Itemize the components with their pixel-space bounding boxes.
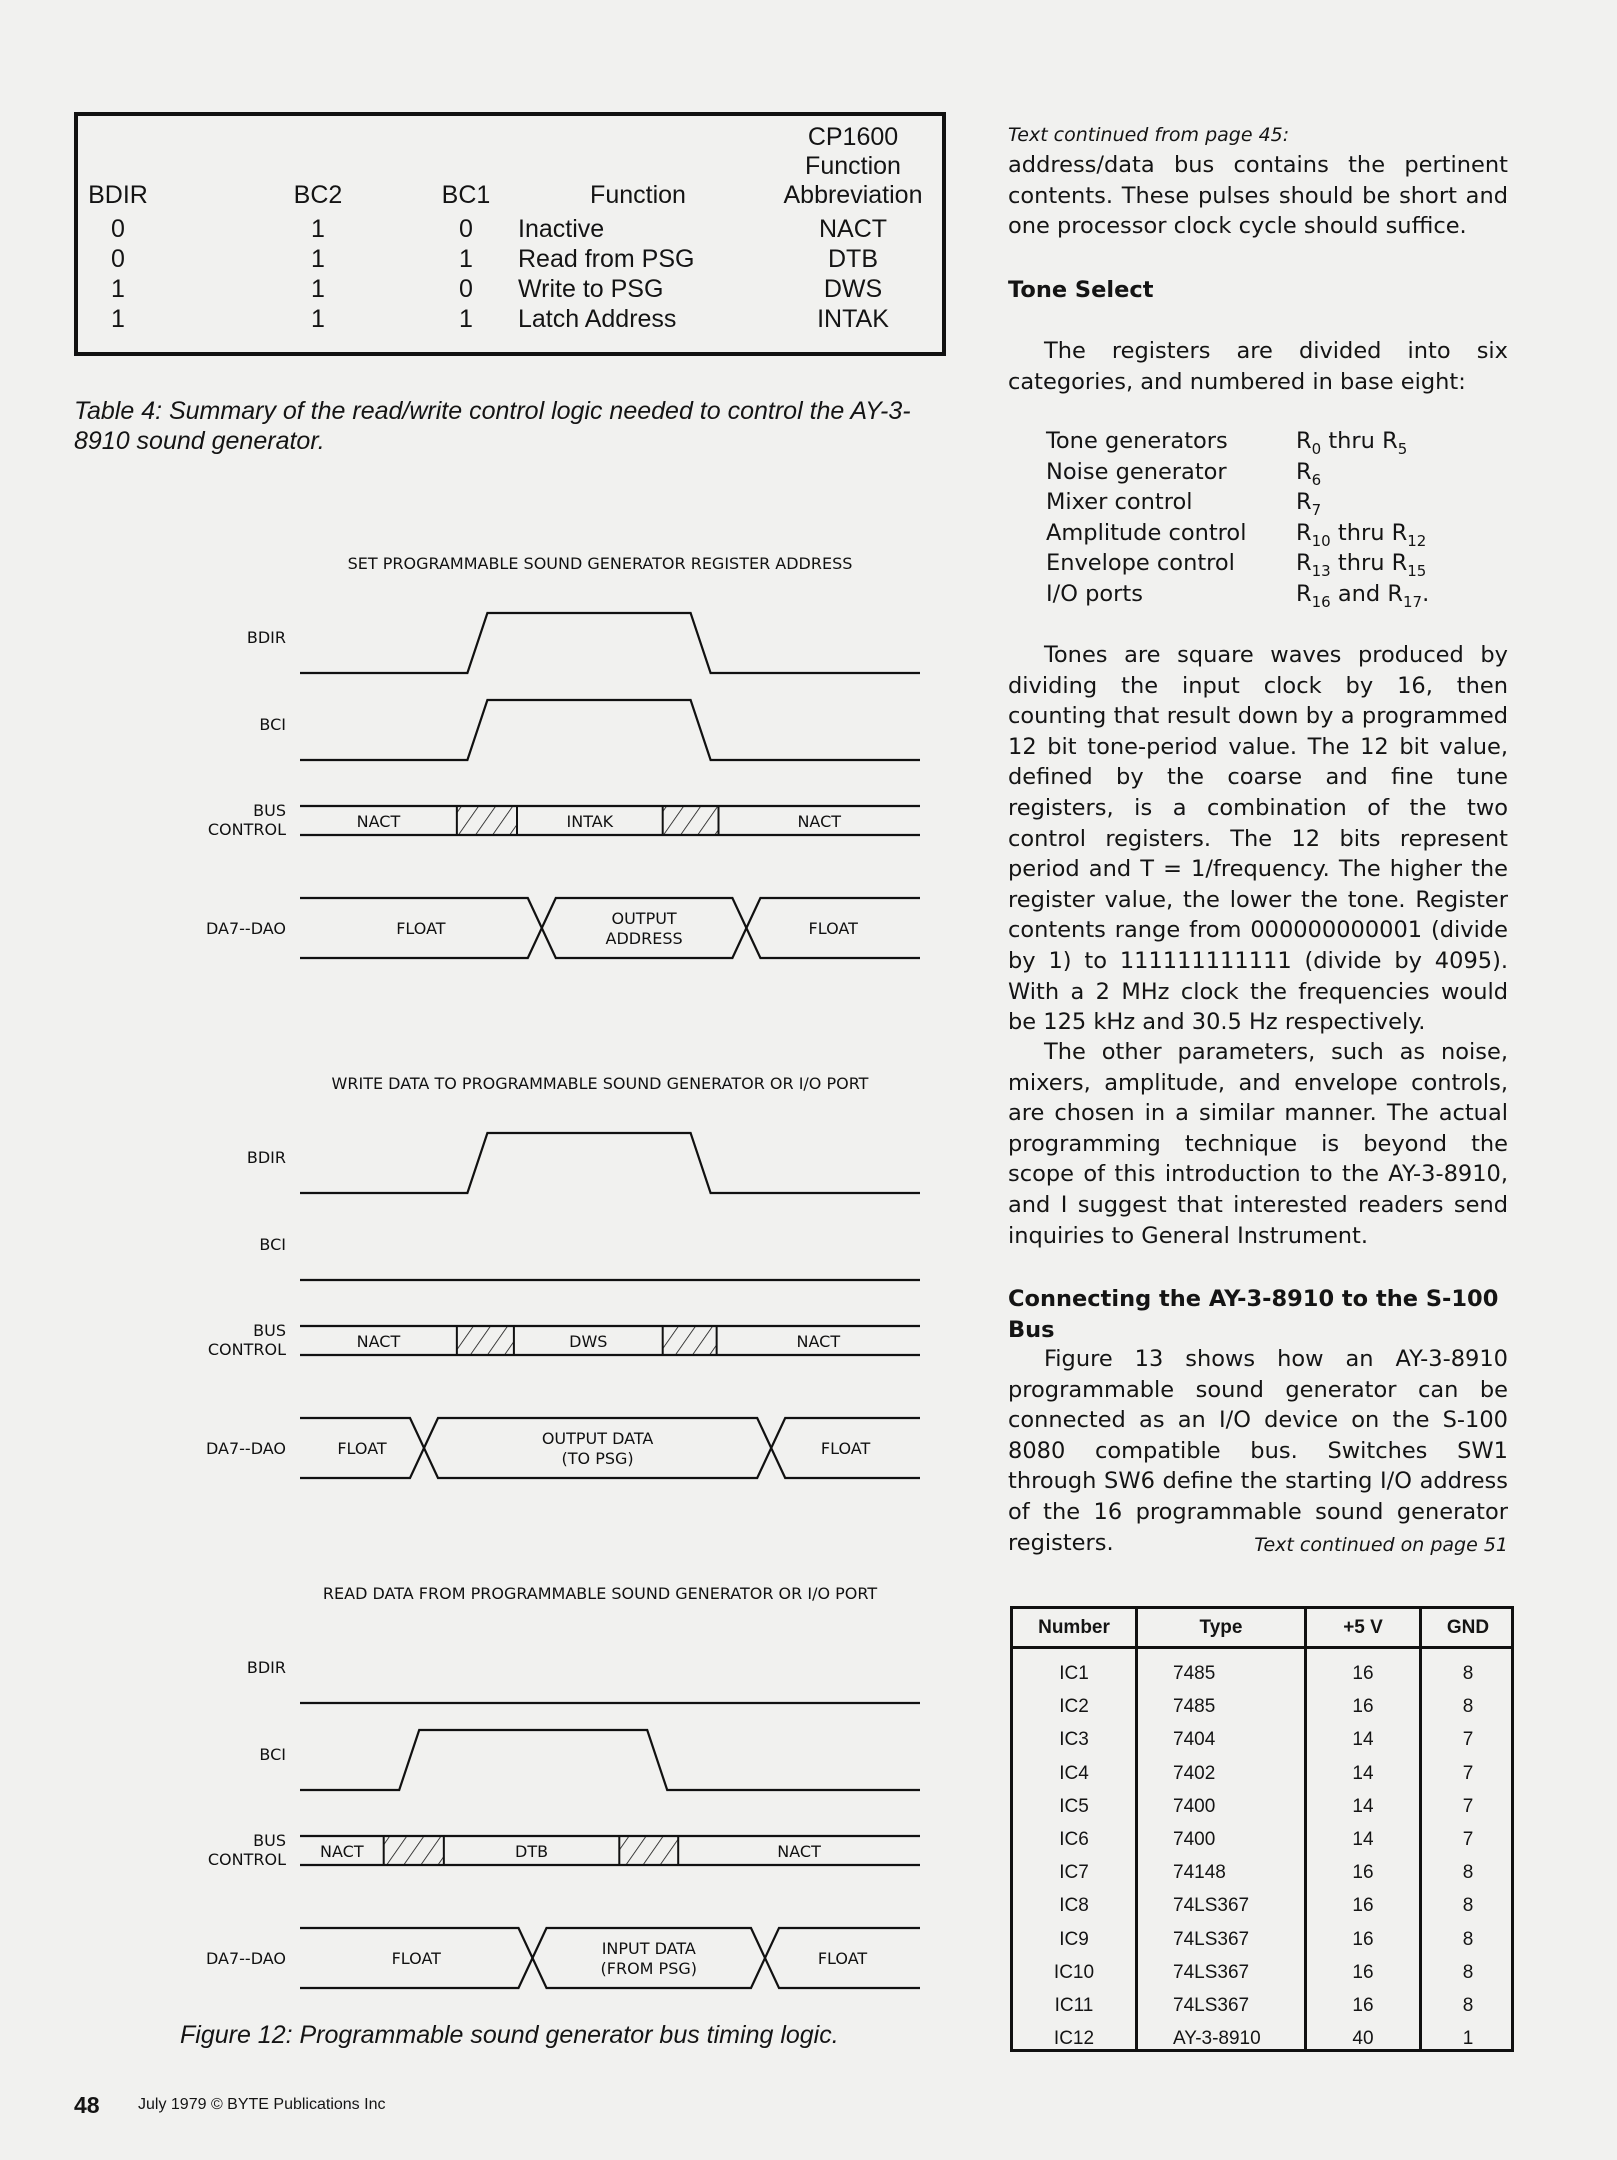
- ic-type: 7400: [1173, 1795, 1216, 1817]
- ic-power-table: [1010, 1606, 1514, 2052]
- ic-gnd-pin: 8: [1462, 1696, 1474, 1718]
- data-bus-label: DA7--DAO: [205, 1949, 286, 1968]
- ic-number: IC8: [1059, 1895, 1089, 1917]
- ic-type: 74LS367: [1173, 1995, 1250, 2016]
- table-cell-function: Latch Address: [518, 305, 677, 333]
- ic-5v-pin: 16: [1352, 1995, 1374, 2016]
- ic-gnd-pin: 8: [1462, 1663, 1474, 1684]
- register-list-item: [1046, 426, 1506, 457]
- register-range: $R_0$ thru $R_5$: [1296, 428, 1408, 458]
- diagram-title: WRITE DATA TO PROGRAMMABLE SOUND GENERATOR OR I/O PORT: [331, 1074, 869, 1093]
- table-cell-bc1: 1: [459, 245, 473, 273]
- table-cell-abbr: INTAK: [817, 305, 889, 333]
- bus-state-label: NACT: [796, 1332, 841, 1351]
- diagram-title: READ DATA FROM PROGRAMMABLE SOUND GENERATOR OR I/O PORT: [322, 1584, 878, 1603]
- ic-type: 74148: [1173, 1862, 1226, 1884]
- ic-number: IC4: [1059, 1762, 1089, 1784]
- paragraph-other-parameters: The other parameters, such as noise, mixers, amplitude, and envelope controls, are chosen in a similar manner. The actual programming technique is beyond the scope of this introduction to the AY-3-8910, and I suggest that interested readers send inquiries to General Instrument.: [1008, 1039, 1508, 1249]
- bdir-label: BDIR: [246, 1148, 286, 1167]
- paragraph-registers-intro: The registers are divided into six categories, and numbered in base eight:: [1008, 338, 1508, 395]
- bc1-label: BCI: [259, 715, 286, 734]
- ic-number: IC3: [1059, 1729, 1089, 1751]
- bc1-label: BCI: [259, 1745, 286, 1764]
- table-header-bc1: BC1: [441, 181, 491, 209]
- data-bus-state-label: OUTPUT: [611, 909, 677, 928]
- ic-number: IC1: [1059, 1663, 1089, 1684]
- register-range: $R_7$: [1296, 489, 1322, 520]
- bdir-label: BDIR: [246, 628, 286, 647]
- ic-gnd-pin: 1: [1462, 2028, 1474, 2050]
- data-bus-state-label: (TO PSG): [561, 1449, 634, 1468]
- ic-5v-pin: 14: [1352, 1762, 1374, 1784]
- ic-number: IC10: [1053, 1961, 1095, 1983]
- page-number: 48: [74, 2092, 100, 2118]
- table-cell-function: Inactive: [518, 215, 605, 243]
- table-header-abbr-line2: Function: [805, 152, 901, 180]
- ic-5v-pin: 40: [1352, 2028, 1374, 2050]
- table-cell-bc1: 1: [459, 305, 473, 333]
- ic-5v-pin: 14: [1352, 1729, 1374, 1751]
- ic-gnd-pin: 7: [1462, 1795, 1474, 1817]
- register-list-item: [1046, 548, 1506, 579]
- bus-control-label: BUS: [253, 1321, 286, 1340]
- ic-5v-pin: 16: [1352, 1663, 1374, 1684]
- continued-on-note: Text continued on page 51: [1254, 1534, 1508, 1556]
- register-range: $R_{13}$ thru $R_{15}$: [1296, 550, 1427, 581]
- table-cell-bc2: 1: [311, 305, 325, 333]
- data-bus-state-label: FLOAT: [396, 919, 446, 938]
- bc1-waveform: [300, 700, 920, 760]
- ic-table-header-5v: +5 V: [1343, 1617, 1383, 1638]
- bus-control-label: BUS: [253, 801, 286, 820]
- ic-number: IC6: [1059, 1829, 1089, 1850]
- ic-type: 74LS367: [1173, 1928, 1250, 1950]
- ic-type: 7485: [1173, 1696, 1216, 1718]
- ic-5v-pin: 14: [1352, 1795, 1374, 1817]
- bus-transition-hatch: [619, 1836, 678, 1865]
- footer-publication: July 1979 © BYTE Publications Inc: [138, 2096, 386, 2113]
- data-bus-state-label: FLOAT: [337, 1439, 387, 1458]
- register-category: I/O ports: [1046, 580, 1143, 607]
- figure12-caption: Figure 12: Programmable sound generator bus timing logic.: [180, 2021, 839, 2049]
- ic-type: AY-3-8910: [1173, 2028, 1261, 2050]
- bus-state-label: INTAK: [566, 812, 614, 831]
- ic-number: IC2: [1059, 1696, 1089, 1718]
- table-header-abbr-line1: CP1600: [807, 123, 899, 151]
- bus-transition-hatch: [663, 1326, 717, 1355]
- ic-gnd-pin: 8: [1462, 1928, 1474, 1950]
- bus-state-label: NACT: [356, 1332, 401, 1351]
- register-category: Amplitude control: [1046, 519, 1247, 546]
- bus-state-label: NACT: [356, 812, 401, 831]
- ic-5v-pin: 16: [1352, 1961, 1374, 1983]
- ic-5v-pin: 14: [1352, 1829, 1374, 1850]
- ic-5v-pin: 16: [1352, 1928, 1374, 1950]
- register-list-item: [1046, 457, 1506, 488]
- paragraph-address-data: address/data bus contains the pertinent contents. These pulses should be short and one processor clock cycle should suffice.: [1008, 152, 1508, 240]
- ic-table-header-number: Number: [1038, 1617, 1110, 1638]
- data-bus-label: DA7--DAO: [205, 919, 286, 938]
- ic-type: 74LS367: [1173, 1961, 1250, 1983]
- ic-type: 74LS367: [1173, 1895, 1250, 1917]
- table-cell-bc2: 1: [311, 245, 325, 273]
- ic-type: 7400: [1173, 1829, 1216, 1850]
- table-cell-bdir: 1: [111, 305, 125, 333]
- ic-gnd-pin: 8: [1462, 1961, 1474, 1983]
- ic-gnd-pin: 7: [1462, 1729, 1474, 1751]
- ic-number: IC7: [1059, 1862, 1089, 1884]
- register-category: Mixer control: [1046, 489, 1193, 516]
- bus-transition-hatch: [663, 806, 719, 835]
- data-bus-state-label: (FROM PSG): [600, 1959, 697, 1978]
- table-cell-bdir: 0: [111, 245, 125, 273]
- table-header-bdir: BDIR: [88, 181, 148, 209]
- bus-transition-hatch: [384, 1836, 444, 1865]
- table-cell-function: Read from PSG: [518, 245, 695, 273]
- table-cell-abbr: DWS: [823, 275, 883, 303]
- ic-gnd-pin: 7: [1462, 1762, 1474, 1784]
- table4-caption: Table 4: Summary of the read/write control logic needed to control the AY-3-8910 sound generator.: [74, 397, 911, 455]
- paragraph-tones: Tones are square waves produced by dividing the input clock by 16, then counting that result down by a programmed 12 bit tone-period value. The 12 bit value, defined by the coarse and fine tune registers, is a combination of the two control registers. The 12 bits represent period and T = 1/frequency. The higher the register value, the lower the tone. Register contents range from 000000000001 (divide by 1) to 111111111111 (divide by 4095). With a 2 MHz clock the frequencies would be 125 kHz and 30.5 Hz respectively.: [1008, 642, 1508, 1036]
- table-header-bc2: BC2: [293, 181, 343, 209]
- heading-tone-select: Tone Select: [1008, 277, 1154, 303]
- ic-5v-pin: 16: [1352, 1862, 1374, 1884]
- table-header-abbr-line3: Abbreviation: [783, 181, 923, 209]
- register-range: $R_{10}$ thru $R_{12}$: [1296, 519, 1427, 550]
- data-bus-state-label: FLOAT: [391, 1949, 441, 1968]
- ic-table-header-gnd: GND: [1446, 1617, 1490, 1638]
- bus-state-label: NACT: [797, 812, 842, 831]
- diagram-title: SET PROGRAMMABLE SOUND GENERATOR REGISTER ADDRESS: [347, 554, 853, 573]
- ic-5v-pin: 16: [1352, 1895, 1374, 1917]
- table-cell-abbr: DTB: [828, 245, 878, 273]
- ic-gnd-pin: 7: [1462, 1829, 1474, 1850]
- bdir-label: BDIR: [246, 1658, 286, 1677]
- register-list-item: [1046, 518, 1506, 549]
- table-cell-bc2: 1: [311, 215, 325, 243]
- table-cell-bc1: 0: [459, 215, 473, 243]
- bus-state-label: NACT: [777, 1842, 821, 1861]
- data-bus-state-label: FLOAT: [820, 1439, 871, 1458]
- bus-control-label: CONTROL: [207, 1850, 286, 1869]
- bus-state-label: DTB: [515, 1842, 549, 1861]
- data-bus-state-label: ADDRESS: [605, 929, 683, 948]
- table-cell-bdir: 0: [111, 215, 125, 243]
- register-list-item: [1046, 579, 1506, 610]
- ic-type: 7485: [1173, 1663, 1216, 1684]
- ic-number: IC5: [1059, 1795, 1089, 1817]
- bus-state-label: NACT: [320, 1842, 364, 1861]
- ic-gnd-pin: 8: [1462, 1895, 1474, 1917]
- bdir-waveform: [300, 1133, 920, 1193]
- ic-5v-pin: 16: [1352, 1696, 1374, 1718]
- register-category: Envelope control: [1046, 550, 1235, 577]
- ic-type: 7404: [1173, 1729, 1216, 1751]
- data-bus-label: DA7--DAO: [205, 1439, 286, 1458]
- data-bus-state-label: FLOAT: [817, 1949, 868, 1968]
- ic-type: 7402: [1173, 1762, 1216, 1784]
- bus-control-label: CONTROL: [207, 820, 286, 839]
- bus-control-label: CONTROL: [207, 1340, 286, 1359]
- table-cell-bdir: 1: [111, 275, 125, 303]
- register-range: $R_{16}$ and $R_{17}$.: [1296, 580, 1430, 611]
- bdir-waveform: [300, 613, 920, 673]
- register-list-item: [1046, 487, 1506, 518]
- table-cell-function: Write to PSG: [518, 275, 664, 303]
- ic-number: IC9: [1059, 1928, 1089, 1950]
- data-bus-state-label: OUTPUT DATA: [541, 1429, 654, 1448]
- ic-number: IC11: [1054, 1995, 1094, 2016]
- bc1-label: BCI: [259, 1235, 286, 1254]
- ic-table-header-type: Type: [1199, 1617, 1243, 1638]
- continued-from-note: Text continued from page 45:: [1008, 124, 1290, 146]
- table-cell-bc2: 1: [311, 275, 325, 303]
- table-header-function: Function: [590, 181, 686, 209]
- bus-control-label: BUS: [253, 1831, 286, 1850]
- data-bus-state-label: INPUT DATA: [601, 1939, 696, 1958]
- register-range: $R_6$: [1296, 458, 1322, 489]
- bus-state-label: DWS: [569, 1332, 608, 1351]
- data-bus-state-label: FLOAT: [808, 919, 858, 938]
- paragraph-figure13: Figure 13 shows how an AY-3-8910 programmable sound generator can be connected as an I/O device on the S-100 8080 compatible bus. Switches SW1 through SW6 define the starting I/O address of the 16 programmable sound generator registers.: [1008, 1346, 1508, 1556]
- table-cell-abbr: NACT: [818, 215, 888, 243]
- register-list: [1046, 426, 1506, 610]
- register-category: Tone generators: [1046, 428, 1228, 454]
- ic-gnd-pin: 8: [1462, 1995, 1474, 2016]
- register-category: Noise generator: [1046, 458, 1227, 485]
- ic-number: IC12: [1053, 2028, 1095, 2050]
- ic-gnd-pin: 8: [1462, 1862, 1474, 1884]
- heading-connecting: Connecting the AY-3-8910 to the S-100 Bus: [1008, 1286, 1499, 1343]
- bus-transition-hatch: [457, 806, 517, 835]
- bc1-waveform: [300, 1730, 920, 1790]
- table-cell-bc1: 0: [459, 275, 473, 303]
- bus-transition-hatch: [457, 1326, 514, 1355]
